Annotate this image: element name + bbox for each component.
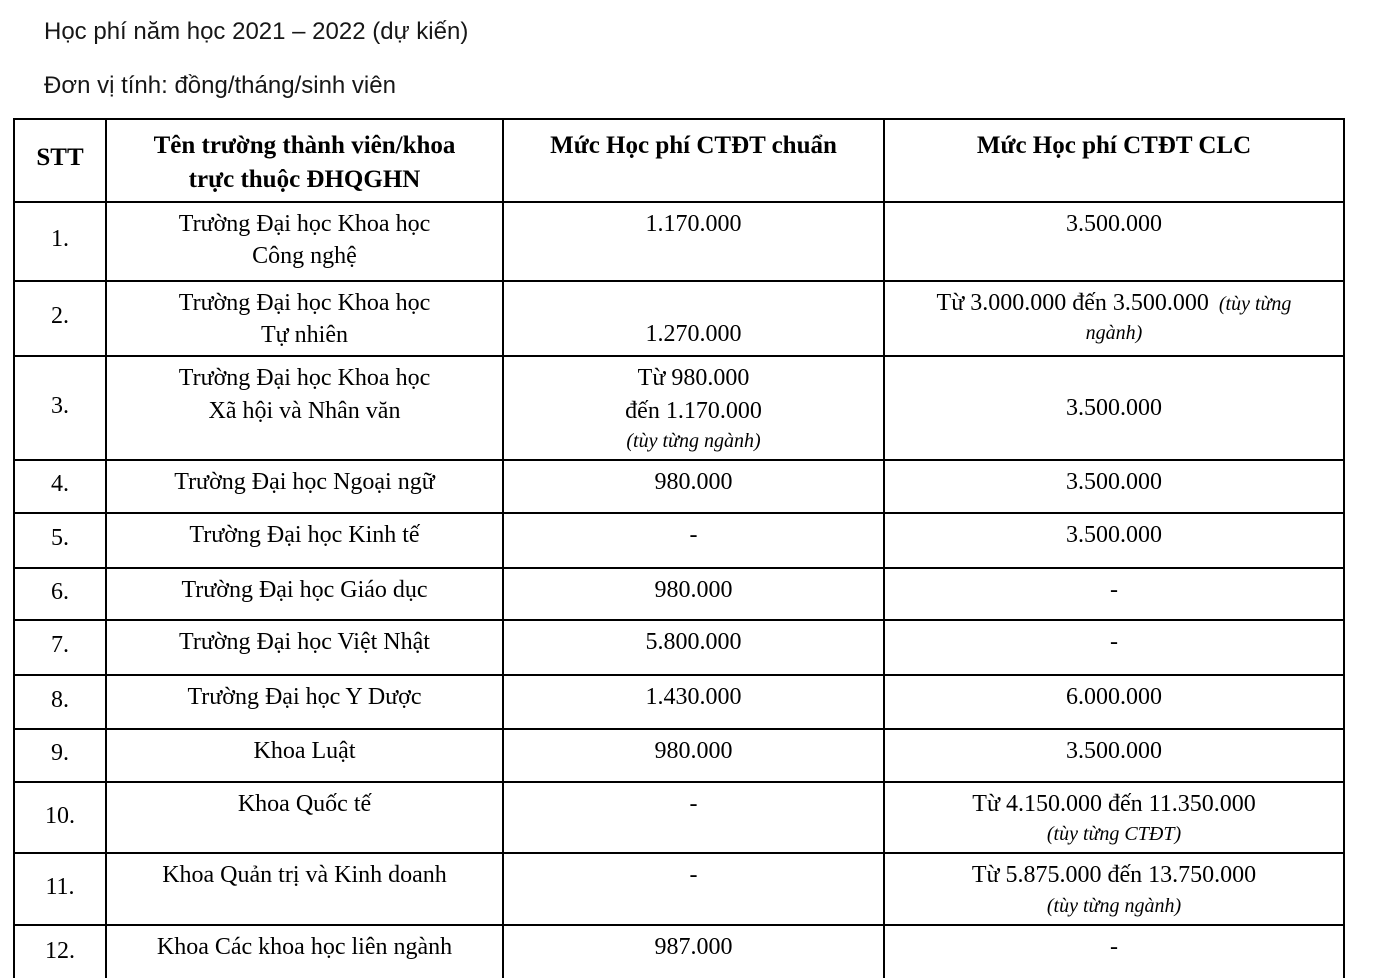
school-name-cell: Trường Đại học Giáo dục: [106, 568, 503, 620]
fee-clc-cell: 3.500.000: [884, 460, 1344, 513]
fee-standard-cell: 1.170.000: [503, 202, 884, 281]
fee-clc-cell: 3.500.000: [884, 202, 1344, 281]
school-name-line: Công nghệ: [252, 242, 357, 269]
fee-clc-cell: 6.000.000: [884, 675, 1344, 729]
tuition-table: [13, 118, 1345, 978]
school-name-cell: Khoa Quốc tế: [106, 782, 503, 853]
fee-standard-cell: 1.430.000: [503, 675, 884, 729]
fee-note: ngành): [1085, 321, 1143, 344]
stt-cell: 9.: [14, 729, 106, 782]
fee-value-line: [891, 287, 1337, 319]
stt-cell: 2.: [14, 281, 106, 357]
stt-cell: 7.: [14, 620, 106, 675]
school-name-cell: Khoa Các khoa học liên ngành: [106, 925, 503, 978]
school-name-line: Tự nhiên: [261, 321, 348, 348]
fee-standard-cell: 1.270.000: [503, 281, 884, 357]
fee-standard-cell: 987.000: [503, 925, 884, 978]
school-name-cell: Trường Đại học Y Dược: [106, 675, 503, 729]
table-row: [14, 729, 1344, 782]
stt-cell: 12.: [14, 925, 106, 978]
stt-cell: 6.: [14, 568, 106, 620]
table-row: [14, 281, 1344, 357]
fee-value: Từ 4.150.000 đến 11.350.000: [972, 791, 1256, 818]
header-stt: STT: [14, 119, 106, 202]
header-school-name-line1: Tên trường thành viên/khoa: [153, 132, 456, 159]
fee-clc-cell: [884, 281, 1344, 357]
fee-standard-cell: -: [503, 853, 884, 924]
table-row: [14, 675, 1344, 729]
fee-clc-cell: 3.500.000: [884, 729, 1344, 782]
fee-standard-cell: 980.000: [503, 729, 884, 782]
stt-cell: 3.: [14, 356, 106, 460]
fee-note: (tùy từng CTĐT): [1046, 823, 1182, 846]
fee-clc-cell: 3.500.000: [884, 513, 1344, 568]
fee-standard-cell: -: [503, 513, 884, 568]
header-fee-clc: Mức Học phí CTĐT CLC: [884, 119, 1344, 202]
fee-note: (tùy từng ngành): [626, 430, 761, 453]
fee-standard-cell: 980.000: [503, 460, 884, 513]
fee-clc-cell: -: [884, 925, 1344, 978]
school-name-cell: Trường Đại học Việt Nhật: [106, 620, 503, 675]
school-name-line: Xã hội và Nhân văn: [208, 397, 401, 424]
fee-value: Từ 980.000: [637, 365, 750, 392]
unit-label: Đơn vị tính: đồng/tháng/sinh viên: [44, 72, 396, 99]
table-row: [14, 568, 1344, 620]
stt-cell: 4.: [14, 460, 106, 513]
stt-cell: 1.: [14, 202, 106, 281]
fee-clc-cell: -: [884, 620, 1344, 675]
stt-cell: 5.: [14, 513, 106, 568]
table-header-row: [14, 119, 1344, 202]
fee-clc-cell: [884, 782, 1344, 853]
school-name-line: Trường Đại học Khoa học: [178, 210, 431, 237]
fee-value: Từ 3.000.000 đến 3.500.000: [936, 289, 1209, 316]
fee-value: Từ 5.875.000 đến 13.750.000: [971, 862, 1257, 889]
stt-cell: 10.: [14, 782, 106, 853]
stt-cell: 11.: [14, 853, 106, 924]
fee-standard-cell: 5.800.000: [503, 620, 884, 675]
school-name-line: Trường Đại học Khoa học: [178, 289, 431, 316]
stt-cell: 8.: [14, 675, 106, 729]
fee-note: (tùy từng: [1218, 292, 1292, 315]
table-row: [14, 782, 1344, 853]
header-fee-standard: Mức Học phí CTĐT chuẩn: [503, 119, 884, 202]
header-school-name-line2: trực thuộc ĐHQGHN: [188, 165, 421, 193]
table-row: [14, 620, 1344, 675]
fee-standard-cell: -: [503, 782, 884, 853]
doc-title: Học phí năm học 2021 – 2022 (dự kiến): [44, 18, 469, 45]
table-row: [14, 460, 1344, 513]
school-name-cell: Trường Đại học Ngoại ngữ: [106, 460, 503, 513]
table-row: [14, 513, 1344, 568]
fee-clc-cell: -: [884, 568, 1344, 620]
school-name-line: Trường Đại học Khoa học: [178, 365, 431, 392]
school-name-cell: Trường Đại học Kinh tế: [106, 513, 503, 568]
fee-standard-cell: 980.000: [503, 568, 884, 620]
table-row: [14, 853, 1344, 924]
fee-note: (tùy từng ngành): [1046, 894, 1182, 917]
school-name-cell: Khoa Quản trị và Kinh doanh: [106, 853, 503, 924]
fee-value: đến 1.170.000: [625, 397, 762, 424]
table-row: [14, 202, 1344, 281]
fee-clc-cell: [884, 853, 1344, 924]
table-row: [14, 356, 1344, 460]
school-name-cell: [106, 281, 503, 357]
fee-standard-cell: [503, 356, 884, 460]
table-row: [14, 925, 1344, 978]
header-school-name: [106, 119, 503, 202]
school-name-cell: [106, 202, 503, 281]
fee-clc-cell: 3.500.000: [884, 356, 1344, 460]
school-name-cell: Khoa Luật: [106, 729, 503, 782]
school-name-cell: [106, 356, 503, 460]
